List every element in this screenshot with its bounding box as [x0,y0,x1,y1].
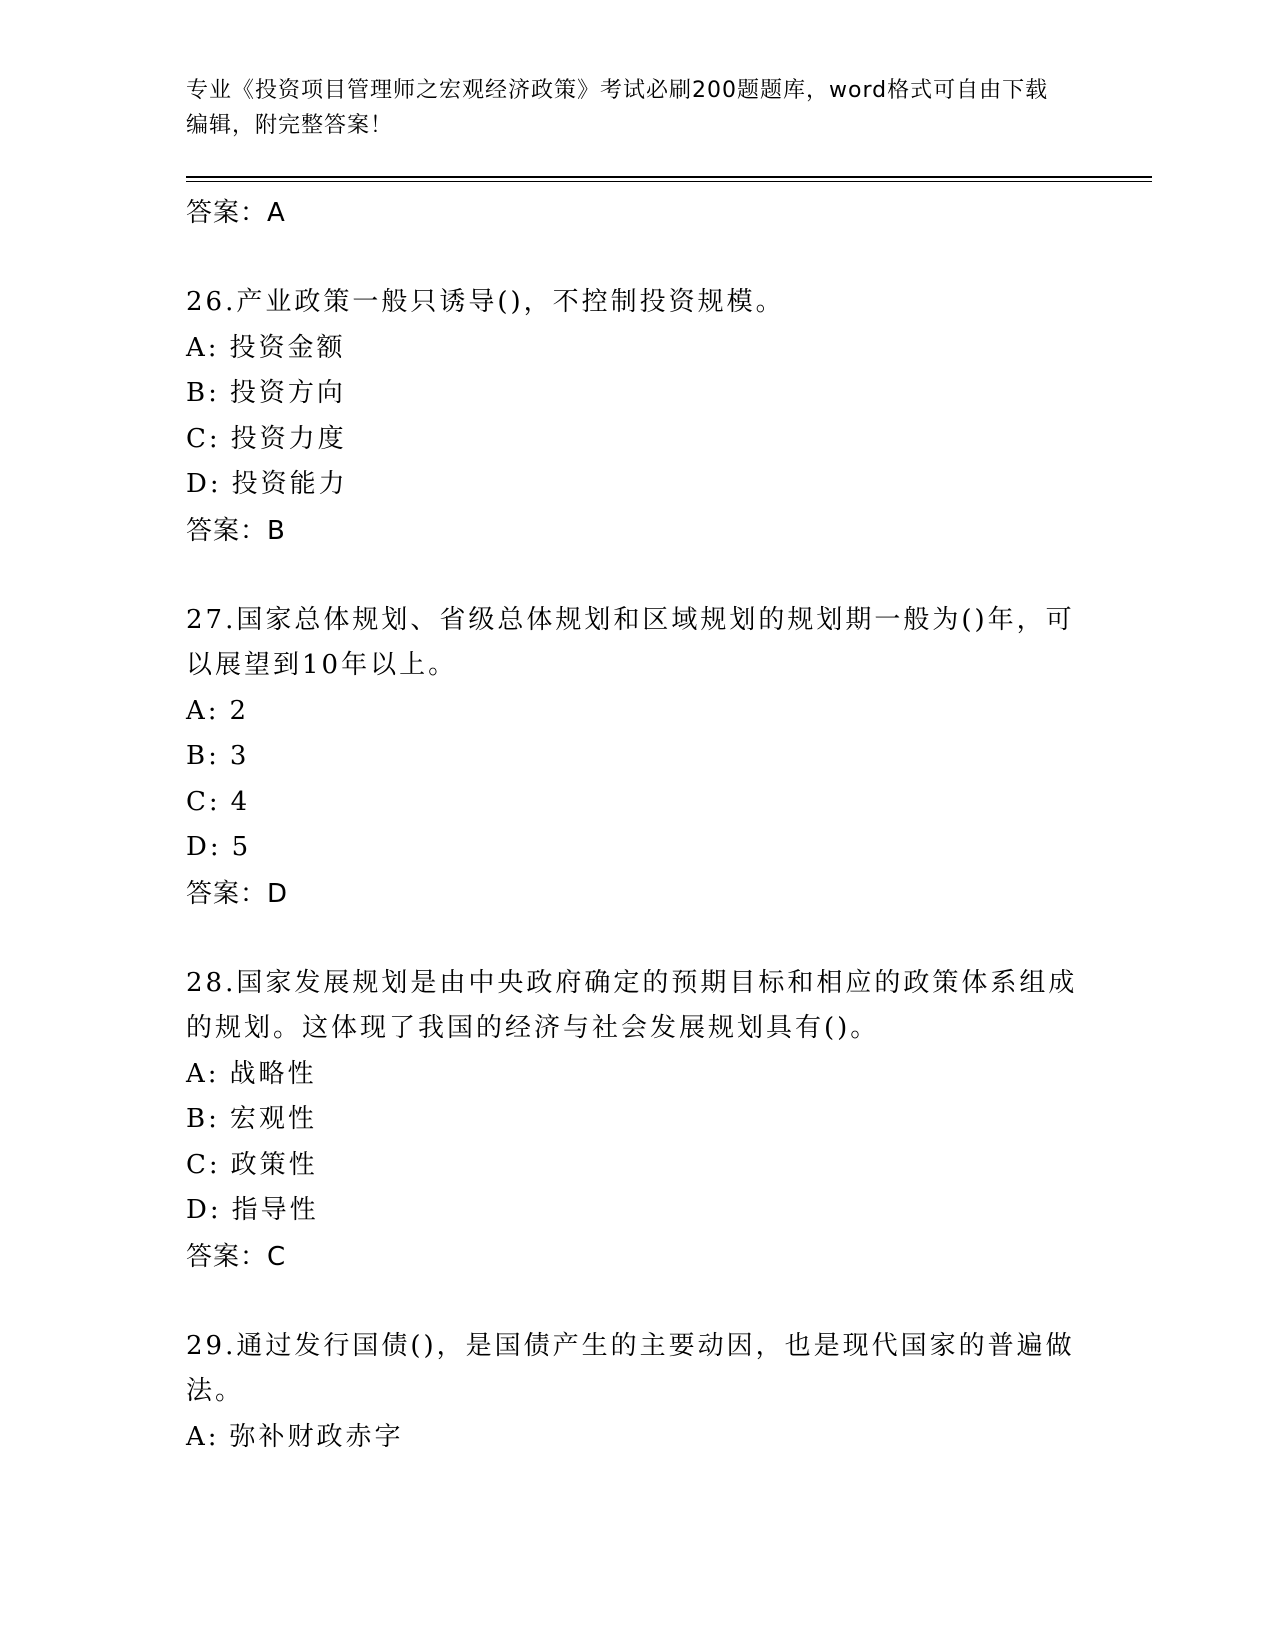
question-text: 27.国家总体规划、省级总体规划和区域规划的规划期一般为()年，可以展望到10年以上。 [186,604,1075,680]
question-26 [186,280,1086,554]
option-d [186,1188,1086,1234]
answer-line: 答案：C [186,1241,287,1272]
option-text: 2 [229,695,250,726]
option-text: 战略性 [229,1058,317,1089]
option-letter: A: [186,332,220,363]
spacer [186,236,1086,280]
option-c [186,417,1086,463]
spacer [186,917,1086,961]
question-29 [186,1324,1086,1461]
option-text: 5 [231,832,252,862]
option-b [186,1097,1086,1143]
answer-line: 答案：B [186,515,286,546]
option-d [186,825,1086,871]
answer-line: 答案：A [186,198,286,228]
option-a [186,1415,1086,1461]
option-letter: C: [186,1149,221,1180]
option-text: 投资力度 [230,423,347,454]
spacer [186,1280,1086,1324]
option-letter: A: [186,695,220,726]
option-text: 指导性 [231,1195,319,1225]
document-header: 专业《投资项目管理师之宏观经济政策》考试必刷200题题库，word格式可自由下载编辑，附完整答案！ [186,78,1049,138]
option-letter: A: [186,1421,220,1452]
option-c [186,1143,1086,1189]
header-rule-thin [186,181,1152,182]
option-letter: A: [186,1058,220,1089]
option-letter: D: [186,1195,222,1225]
option-text: 弥补财政赤字 [229,1421,404,1452]
option-c [186,780,1086,826]
option-a [186,689,1086,735]
option-text: 政策性 [230,1149,318,1180]
question-27 [186,598,1086,917]
option-b [186,371,1086,417]
option-letter: B: [186,1104,220,1134]
question-28 [186,961,1086,1280]
option-letter: C: [186,786,221,817]
option-a [186,1052,1086,1098]
spacer [186,554,1086,598]
option-text: 3 [229,741,250,771]
option-text: 4 [230,786,251,817]
option-d [186,462,1086,508]
option-text: 投资能力 [231,469,348,499]
option-b [186,734,1086,780]
option-letter: B: [186,741,220,771]
option-letter: D: [186,469,222,499]
option-text: 宏观性 [229,1104,317,1134]
option-letter: C: [186,423,221,454]
question-text: 26.产业政策一般只诱导()，不控制投资规模。 [186,287,785,317]
header-rule-thick [186,176,1152,178]
option-a [186,326,1086,372]
question-text: 29.通过发行国债()，是国债产生的主要动因，也是现代国家的普遍做法。 [186,1330,1075,1406]
option-letter: B: [186,378,220,408]
option-text: 投资方向 [229,378,346,408]
option-text: 投资金额 [229,332,346,363]
question-list [186,190,1086,1460]
answer-line: 答案：D [186,878,289,909]
option-letter: D: [186,832,222,862]
question-text: 28.国家发展规划是由中央政府确定的预期目标和相应的政策体系组成的规划。这体现了我国的经济与社会发展规划具有()。 [186,967,1078,1043]
